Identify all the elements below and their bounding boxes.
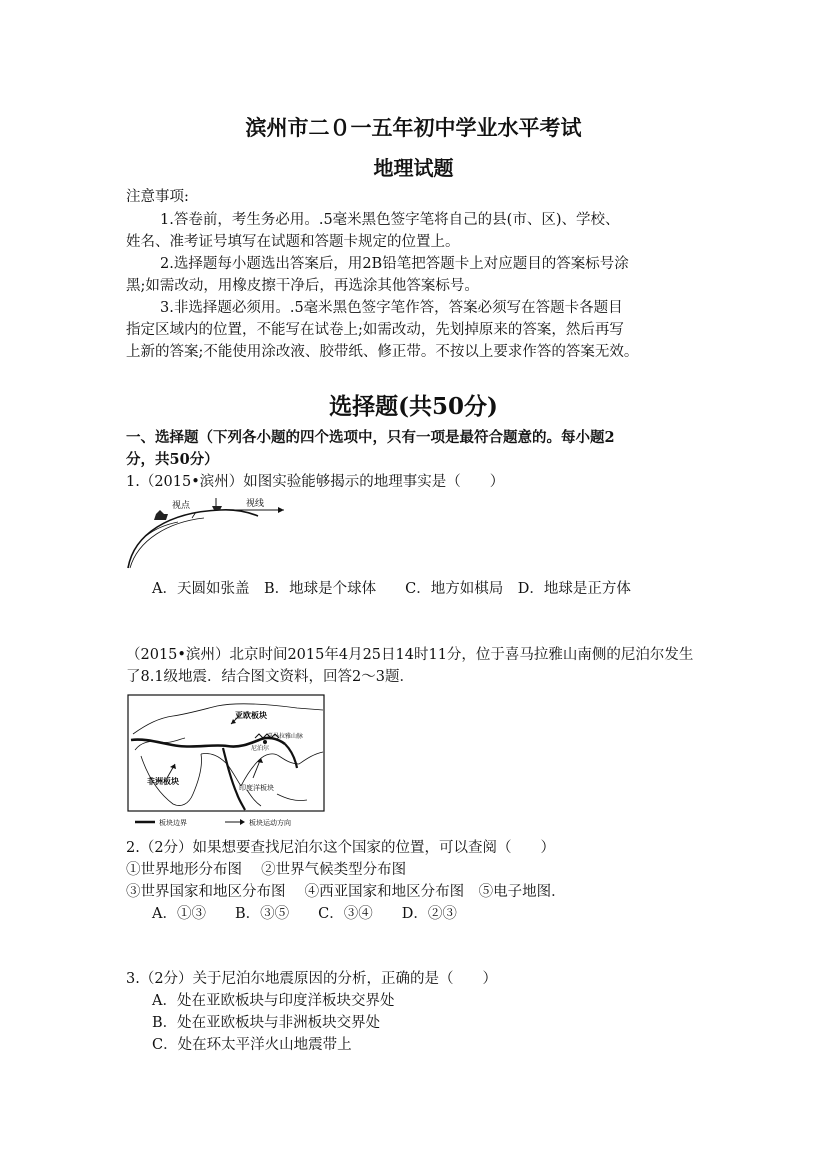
legend-direction-label: 板块运动方向 — [249, 819, 291, 827]
q3-option-b: B．处在亚欧板块与非洲板块交界处 — [152, 1015, 381, 1031]
viewpoint-label: 视点 — [172, 501, 191, 511]
q2-line-1: ①世界地形分布图 ②世界气候类型分布图 — [126, 862, 407, 878]
earth-curvature-figure — [124, 494, 294, 572]
indian-plate-label: 印度洋板块 — [239, 784, 274, 792]
note-line-2: 姓名、准考证号填写在试题和答题卡规定的位置上。 — [126, 234, 460, 250]
african-plate-label: 非洲板块 — [147, 777, 179, 786]
exam-title: 滨州市二０一五年初中学业水平考试 — [245, 115, 582, 140]
section-instruction-2: 分，共50分） — [126, 451, 219, 468]
note-line-4: 黑;如需改动，用橡皮擦干净后，再选涂其他答案标号。 — [126, 278, 479, 294]
eurasian-plate-label: 亚欧板块 — [235, 711, 267, 720]
note-line-1: 1.答卷前，考生务必用。.5毫米黑色签字笔将自己的县(市、区)、学校、 — [160, 212, 620, 228]
map-frame — [128, 695, 324, 811]
q1-stem: 1.（2015•滨州）如图实验能够揭示的地理事实是（ ） — [126, 474, 505, 490]
q3-option-c: C．处在环太平洋火山地震带上 — [152, 1037, 352, 1053]
note-line-5: 3.非选择题必须用。.5毫米黑色签字笔作答，答案必须写在答题卡各题目 — [160, 300, 623, 316]
himalaya-label: 喜马拉雅山脉 — [267, 733, 304, 740]
legend-boundary-label: 板块边界 — [159, 819, 187, 827]
note-line-3: 2.选择题每小题选出答案后，用2B铅笔把答题卡上对应题目的答案标号涂 — [160, 256, 629, 272]
plate-map-figure — [127, 694, 325, 830]
notes-heading: 注意事项: — [126, 189, 189, 205]
nepal-label: 尼泊尔 — [251, 745, 270, 752]
q3-option-a: A．处在亚欧板块与印度洋板块交界处 — [152, 993, 395, 1009]
nepal-marker — [263, 740, 267, 744]
context-line-1: （2015•滨州）北京时间2015年4月25日14时11分，位于喜马拉雅山南侧的尼泊尔发生 — [126, 647, 694, 663]
note-line-6: 指定区域内的位置，不能写在试卷上;如需改动，先划掉原来的答案，然后再写 — [126, 322, 624, 338]
section-instruction-1: 一、选择题（下列各小题的四个选项中，只有一项是最符合题意的。每小题2 — [126, 429, 615, 446]
note-line-7: 上新的答案;不能使用涂改液、胶带纸、修正带。不按以上要求作答的答案无效。 — [126, 344, 639, 360]
exam-subtitle: 地理试题 — [373, 156, 454, 180]
context-line-2: 了8.1级地震．结合图文资料，回答2～3题． — [126, 669, 415, 685]
q1-options: A．天圆如张盖 B．地球是个球体 C．地方如棋局 D．地球是正方体 — [152, 581, 631, 597]
sightline-label: 视线 — [246, 499, 265, 509]
q3-stem: 3.（2分）关于尼泊尔地震原因的分析，正确的是（ ） — [126, 971, 498, 987]
q2-stem: 2.（2分）如果想要查找尼泊尔这个国家的位置，可以查阅（ ） — [126, 840, 556, 856]
q2-options: A．①③ B．③⑤ C．③④ D．②③ — [152, 906, 457, 922]
q2-line-2: ③世界国家和地区分布图 ④西亚国家和地区分布图 ⑤电子地图． — [126, 884, 566, 900]
section-title: 选择题(共50分) — [329, 393, 498, 420]
